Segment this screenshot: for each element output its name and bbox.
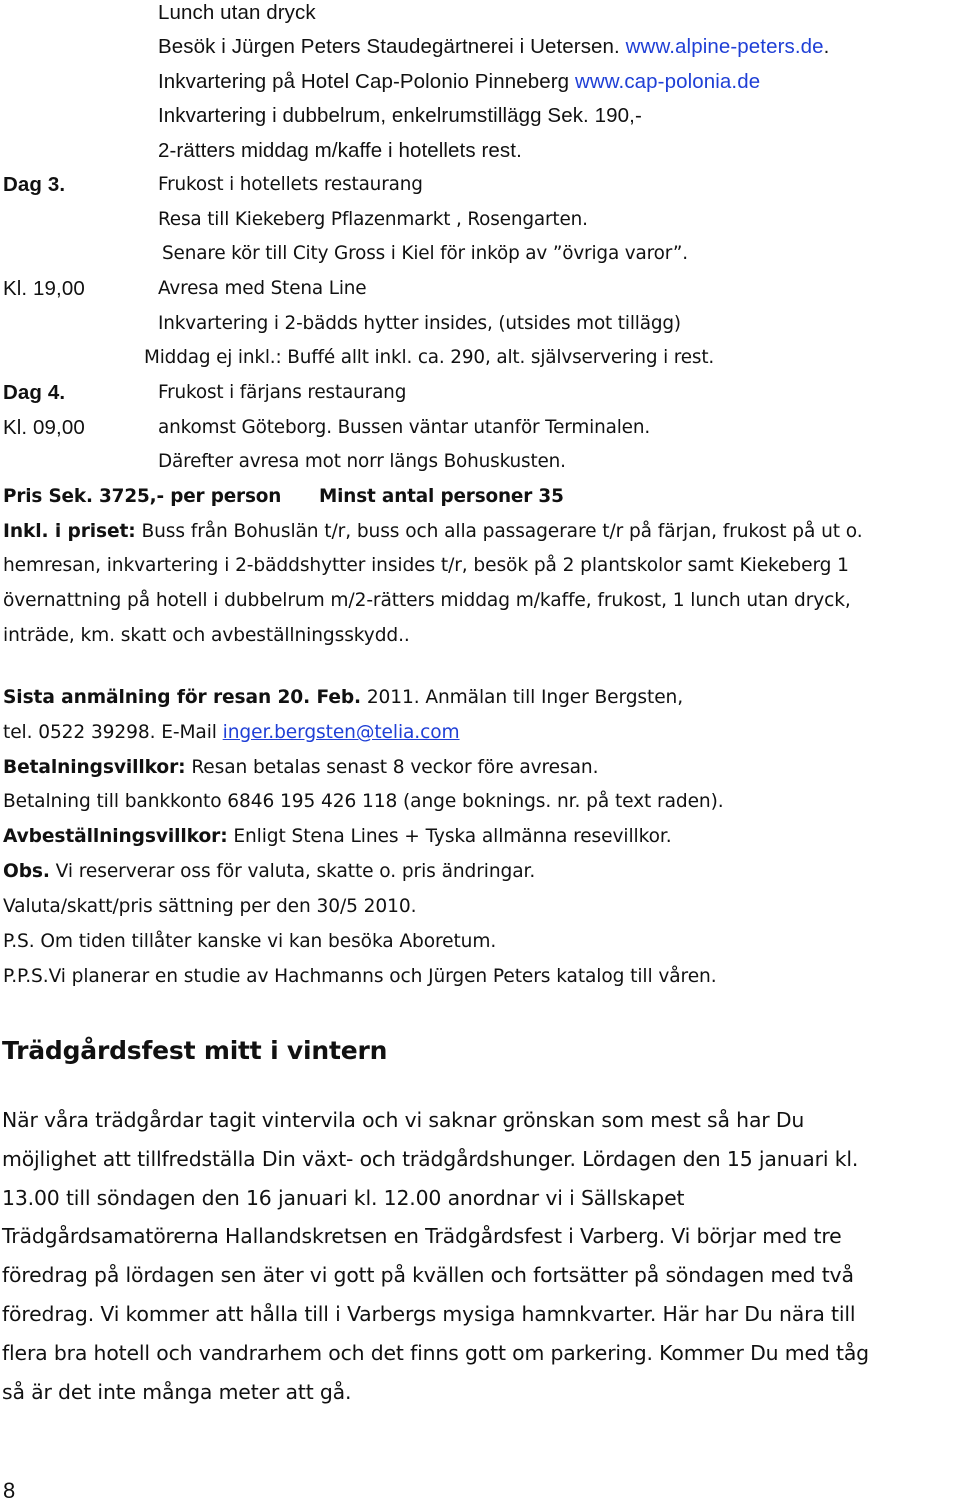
payment-text: Resan betalas senast 8 veckor före avresan.	[185, 757, 599, 778]
visit-text: Besök i Jürgen Peters Staudegärtnerei i Uetersen.	[158, 35, 626, 58]
signup-line	[3, 685, 683, 711]
itinerary-visit	[158, 34, 829, 60]
departure-text: Därefter avresa mot norr längs Bohuskusten.	[158, 451, 566, 472]
cancel-text: Enligt Stena Lines + Tyska allmänna resevillkor.	[227, 826, 672, 847]
time2-label: Kl. 09,00	[3, 416, 85, 439]
contact-tel: tel. 0522 39298. E-Mail	[3, 722, 223, 743]
cancel-terms	[3, 824, 672, 850]
signup-deadline: Sista anmälning för resan 20. Feb.	[3, 687, 362, 708]
included-line-2: hemresan, inkvartering i 2-bäddshytter insides t/r, besök på 2 plantskolor samt Kiekeberg 1	[3, 555, 849, 576]
time1-text: Avresa med Stena Line	[158, 278, 367, 299]
article-line: möjlighet att tillfredställa Din växt- och trädgårdshunger. Lördagen den 15 januari kl.	[2, 1146, 859, 1171]
payment-label: Betalningsvillkor:	[3, 757, 186, 778]
valuta-line: Valuta/skatt/pris sättning per den 30/5 2010.	[3, 896, 417, 917]
included-label: Inkl. i priset:	[3, 521, 136, 542]
article-line: Trädgårdsamatörerna Hallandskretsen en Trädgårdsfest i Varberg. Vi börjar med tre	[2, 1224, 842, 1249]
price-label: Pris Sek. 3725,- per person	[3, 486, 282, 507]
article-line: 13.00 till söndagen den 16 januari kl. 12.00 anordnar vi i Sällskapet	[2, 1185, 685, 1210]
signup-rest: 2011. Anmälan till Inger Bergsten,	[361, 687, 684, 708]
lodging-text: Inkvartering på Hotel Cap-Polonio Pinneberg	[158, 70, 575, 93]
article-line: så är det inte många meter att gå.	[2, 1379, 352, 1404]
min-persons: Minst antal personer 35	[319, 486, 564, 507]
page-number: 8	[3, 1478, 16, 1503]
pps-line: P.P.S.Vi planerar en studie av Hachmanns och Jürgen Peters katalog till våren.	[3, 966, 717, 987]
cancel-label: Avbeställningsvillkor:	[3, 826, 228, 847]
alpine-peters-link[interactable]: www.alpine-peters.de	[625, 35, 824, 58]
day3-breakfast: Frukost i hotellets restaurang	[158, 174, 423, 195]
day4-label: Dag 4.	[3, 381, 66, 404]
article-line: När våra trädgårdar tagit vintervila och vi saknar grönskan som mest så har Du	[2, 1108, 805, 1132]
included-line-3: övernattning på hotell i dubbelrum m/2-rätters middag m/kaffe, frukost, 1 lunch utan dryck,	[3, 590, 851, 611]
included-text-1: Buss från Bohuslän t/r, buss och alla passagerare t/r på färjan, frukost på ut o.	[135, 521, 863, 542]
email-link[interactable]: inger.bergsten@telia.com	[222, 722, 460, 743]
day3-later: Senare kör till City Gross i Kiel för inköp av ”övriga varor”.	[162, 243, 688, 264]
obs-text: Vi reserverar oss för valuta, skatte o. pris ändringar.	[49, 861, 536, 882]
article-title: Trädgårdsfest mitt i vintern	[2, 1036, 388, 1065]
ps-line: P.S. Om tiden tillåter kanske vi kan besöka Aboretum.	[3, 931, 497, 952]
cap-polonia-link[interactable]: www.cap-polonia.de	[574, 70, 761, 93]
included-line-4: inträde, km. skatt och avbeställningsskydd..	[3, 625, 410, 646]
itinerary-dinner: 2-rätters middag m/kaffe i hotellets rest.	[158, 139, 522, 162]
payment-terms	[3, 755, 598, 781]
time1-label: Kl. 19,00	[3, 277, 85, 300]
cabin-text: Inkvartering i 2-bädds hytter insides, (utsides mot tillägg)	[158, 313, 681, 334]
contact-line	[3, 720, 460, 746]
article-line: flera bra hotell och vandrarhem och det finns gott om parkering. Kommer Du med tåg	[2, 1340, 869, 1365]
day3-trip: Resa till Kiekeberg Pflazenmarkt , Rosengarten.	[158, 209, 588, 230]
article-body	[2, 1101, 960, 1411]
article-line: föredrag. Vi kommer att hålla till i Varbergs mysiga hamnkvarter. Här har Du nära till	[2, 1301, 856, 1326]
arrival-text: ankomst Göteborg. Bussen väntar utanför Terminalen.	[158, 417, 651, 438]
day4-breakfast: Frukost i färjans restaurang	[158, 382, 407, 403]
included-line-1	[3, 519, 863, 545]
itinerary-lodging	[158, 69, 760, 95]
itinerary-double-room: Inkvartering i dubbelrum, enkelrumstillägg Sek. 190,-	[158, 104, 642, 127]
obs-label: Obs.	[3, 861, 50, 882]
bank-line: Betalning till bankkonto 6846 195 426 118 (ange boknings. nr. på text raden).	[3, 791, 724, 812]
article-line: föredrag på lördagen sen äter vi gott på kvällen och fortsätter på söndagen med två	[2, 1263, 854, 1288]
ferry-dinner-text: Middag ej inkl.: Buffé allt inkl. ca. 290, alt. självservering i rest.	[144, 347, 715, 368]
day3-label: Dag 3.	[3, 173, 66, 196]
itinerary-lunch: Lunch utan dryck	[158, 1, 316, 24]
obs-line	[3, 859, 535, 885]
visit-after: .	[823, 35, 830, 58]
